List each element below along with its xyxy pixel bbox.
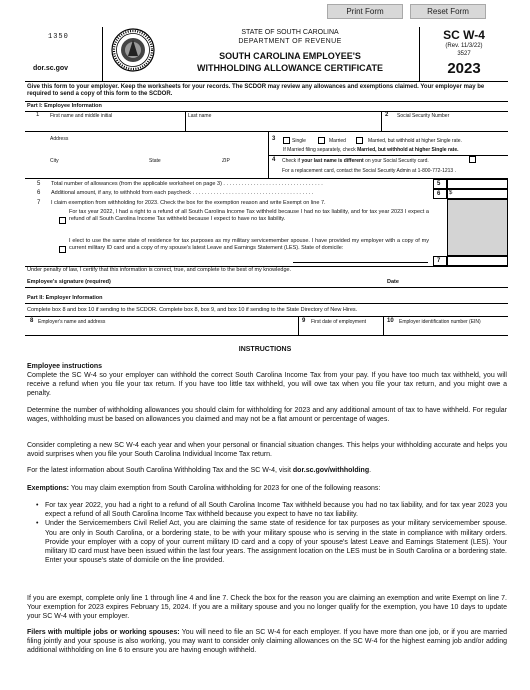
divider <box>25 335 508 336</box>
instructions-paragraph-4 <box>27 466 507 475</box>
field2-number: 2 <box>385 112 389 118</box>
state-label: State <box>149 158 161 164</box>
field1-number: 1 <box>36 112 40 118</box>
name-different-checkbox[interactable] <box>469 156 476 163</box>
line5-allowances-input[interactable] <box>447 179 508 189</box>
divider <box>25 316 508 317</box>
header-divider-right <box>419 27 420 81</box>
married-note-text: If Married filing separately, check <box>283 147 358 153</box>
dollar-sign: $ <box>449 190 453 196</box>
header-divider-left <box>102 27 103 81</box>
notice-text: Give this form to your employer. Keep the worksheets for your records. The SCDOR may review any allowances and exemptions claimed. Your employer may be required to send a copy of this form to the SCDOR. <box>27 84 485 97</box>
address-label: Address <box>50 136 69 142</box>
date-label: Date <box>387 279 399 285</box>
instructions-paragraph-2: Determine the number of withholding allowances you should claim for withholding for 2023 and any additional amount of tax to have withheld. For regular wages, withholding must be based on allowances you claimed and may not be a flat amount or percentage of wages. <box>27 407 507 424</box>
married-checkbox[interactable] <box>318 137 325 144</box>
exemption-military-spouse-text: I elect to use the same state of residence for tax purposes as my military servicemember spouse. I have provided my employer with a copy of my current military ID card and a copy of my spouse's latest Leave and Earnings Statement (LES). State of domicile: <box>69 238 429 251</box>
multiple-jobs-paragraph <box>27 628 507 656</box>
line7-label: I claim exemption from withholding for 2023. Check the box for the exemption reason and write Exempt on line 7. <box>51 200 326 206</box>
employee-instructions-heading: Employee instructions <box>27 363 103 370</box>
divider <box>298 316 299 335</box>
part2-note: Complete box 8 and box 10 if sending to the SCDOR. Complete box 8, box 9, and box 10 if sending to the State Directory of New Hires. <box>27 307 358 313</box>
line6-box-number: 6 <box>437 191 441 197</box>
married-note-emphasis: Married, but withhold at higher Single rate. <box>357 147 459 153</box>
line7-number: 7 <box>37 200 41 206</box>
exemption-military-spouse-checkbox[interactable] <box>59 246 66 253</box>
signature-line[interactable] <box>25 287 508 288</box>
exemptions-label: Exemptions: <box>27 485 70 492</box>
field3-number: 3 <box>272 136 276 142</box>
state-seal <box>111 28 155 72</box>
state-of-domicile-input[interactable] <box>293 262 428 263</box>
last-name-label: Last name <box>188 113 212 119</box>
city-label: City <box>50 158 59 164</box>
list-item: • Under the Servicemembers Civil Relief Act, you are claiming the same state of residence for tax purposes as your military servicemember spouse. You are only in South Carolina, or a bordering state, to be with your military spouse who is serving in the state in compliance with military orders. Provide your employer with a copy of your current military ID card and a copy of your spouse's latest Leave and Earnings Statement (LES). Your military ID card must have been issued within the last four years. The assignment location on the LES must be in South Carolina or a bordering state. Enter your spouse's state of domicile on the line provided. <box>45 519 507 565</box>
part1-heading: Part I: Employee Information <box>27 103 102 109</box>
form-id: SC W-4 <box>443 28 485 42</box>
line7-box-number: 7 <box>437 258 441 264</box>
period: . <box>369 467 372 474</box>
ssn-label: Social Security Number <box>397 113 450 119</box>
instructions-paragraph-3: Consider completing a new SC W-4 each year and when your personal or financial situation changes. This helps your withholding accurate and helps you avoid surprises when you file your South Carolina Individual Income Tax return. <box>27 442 507 459</box>
withholding-link[interactable]: dor.sc.gov/withholding <box>292 467 370 474</box>
signature-label: Employee's signature (required) <box>27 279 111 285</box>
married-higher-rate-label: Married, but withhold at higher Single rate. <box>368 138 462 144</box>
instructions-paragraph-6: If you are exempt, complete only line 1 through line 4 and line 7. Check the box for the reason you are claiming an exemption and write Exempt on line 7. Your exemption for 2023 expires February 15, 2024. If you are a military spouse and you no longer qualify for the exemption, you have 10 days to update your SC W-4 with your employer. <box>27 595 507 621</box>
zip-label: ZIP <box>222 158 230 164</box>
reset-form-button[interactable]: Reset Form <box>410 4 486 19</box>
header-rule <box>25 81 508 82</box>
single-label: Single <box>292 138 306 144</box>
form-title-line2: WITHHOLDING ALLOWANCE CERTIFICATE <box>197 63 383 73</box>
part1-rule <box>25 111 508 112</box>
form-code: 1350 <box>48 33 69 41</box>
website-url: dor.sc.gov <box>33 65 69 72</box>
line7-exempt-input[interactable] <box>447 256 508 266</box>
form-number: 3527 <box>457 51 471 57</box>
line5-label: Total number of allowances (from the applicable worksheet on page 3) . . . . . . . . . . . . . . . . . . . . . . . . . . . . . . . . . <box>51 181 323 187</box>
exemption-reasons-list <box>45 501 507 565</box>
notice-rule <box>25 101 508 102</box>
line5-number: 5 <box>37 181 41 187</box>
divider <box>381 111 382 131</box>
married-note <box>283 147 459 153</box>
name-different-label <box>282 158 429 164</box>
multiple-jobs-label: Filers with multiple jobs or working spouses: <box>27 629 180 636</box>
instructions-paragraph-1: Complete the SC W-4 so your employer can withhold the correct South Carolina Income Tax from your pay. If you have too much tax withheld, you will receive a refund when you file your tax return. If you have too little tax withheld, you will owe tax when you file your tax return, and you might owe a penalty. <box>27 372 507 398</box>
exemptions-text: You may claim exemption from South Carolina withholding for 2023 for one of the following reasons: <box>69 485 381 492</box>
box10-number: 10 <box>387 318 394 324</box>
state-name: STATE OF SOUTH CAROLINA <box>241 29 339 36</box>
line7-shaded-area <box>447 199 508 256</box>
first-name-label: First name and middle initial <box>50 113 113 119</box>
name-different-text-end: on your Social Security card. <box>363 158 429 164</box>
divider <box>383 316 384 335</box>
part2-heading: Part II: Employer Information <box>27 295 103 301</box>
form-title-line1: SOUTH CAROLINA EMPLOYEE'S <box>219 51 361 61</box>
line6-number: 6 <box>37 190 41 196</box>
exemption-no-liability-text: For tax year 2022, I had a right to a refund of all South Carolina Income Tax withheld because I had no tax liability, and for tax year 2023 I expect a refund of all South Carolina Income Tax withheld because I expect to have no tax liability. <box>69 209 429 222</box>
field4-number: 4 <box>272 157 276 163</box>
list-item: • For tax year 2022, you had a right to a refund of all South Carolina Income Tax withheld because you had no tax liability, and for tax year 2023 you expect a refund of all South Carolina Income Tax withheld because you expect to have no tax liability. <box>45 501 507 519</box>
line6-amount-input[interactable] <box>447 189 508 199</box>
department-name: DEPARTMENT OF REVENUE <box>238 38 342 45</box>
instructions-heading: INSTRUCTIONS <box>238 346 292 353</box>
married-higher-rate-checkbox[interactable] <box>356 137 363 144</box>
ein-label: Employer identification number (EIN) <box>399 319 481 325</box>
divider <box>25 303 508 304</box>
form-revision: (Rev. 11/3/22) <box>445 43 483 49</box>
multiple-jobs-text: You will need to file an SC W-4 for each employer. If you have more than one job, or if you are married filing jointly and your spouse is also working, you may want to consider only claiming allowances on the SC W-4 for the highest earning job and/or adding additional withholding on line 6 to ensure you are having enough withheld. <box>27 629 507 655</box>
divider <box>185 111 186 131</box>
first-date-label: First date of employment <box>311 319 367 325</box>
replacement-card-note: For a replacement card, contact the Social Security Admin at 1-800-772-1213 . <box>282 168 456 174</box>
exemptions-paragraph <box>27 484 507 493</box>
line5-box-number: 5 <box>437 181 441 187</box>
divider <box>25 131 508 132</box>
exemption-no-liability-checkbox[interactable] <box>59 217 66 224</box>
penalty-statement: Under penalty of law, I certify that this information is correct, true, and complete to the best of my knowledge. <box>27 267 292 273</box>
name-different-text: Check if <box>282 158 302 164</box>
withholding-info-text: For the latest information about South Carolina Withholding Tax and the SC W-4, visit <box>27 467 293 474</box>
line6-label: Additional amount, if any, to withhold from each paycheck . . . . . . . . . . . . . . . . . . . . . . . . . . . . . . . . . . . . . . . . <box>51 190 314 196</box>
single-checkbox[interactable] <box>283 137 290 144</box>
print-form-button[interactable]: Print Form <box>327 4 403 19</box>
married-label: Married <box>329 138 346 144</box>
name-different-emphasis: your last name is different <box>301 158 364 164</box>
box9-number: 9 <box>302 318 306 324</box>
box8-number: 8 <box>30 318 34 324</box>
tax-year: 2023 <box>447 60 481 77</box>
employer-name-label: Employer's name and address <box>38 319 106 325</box>
